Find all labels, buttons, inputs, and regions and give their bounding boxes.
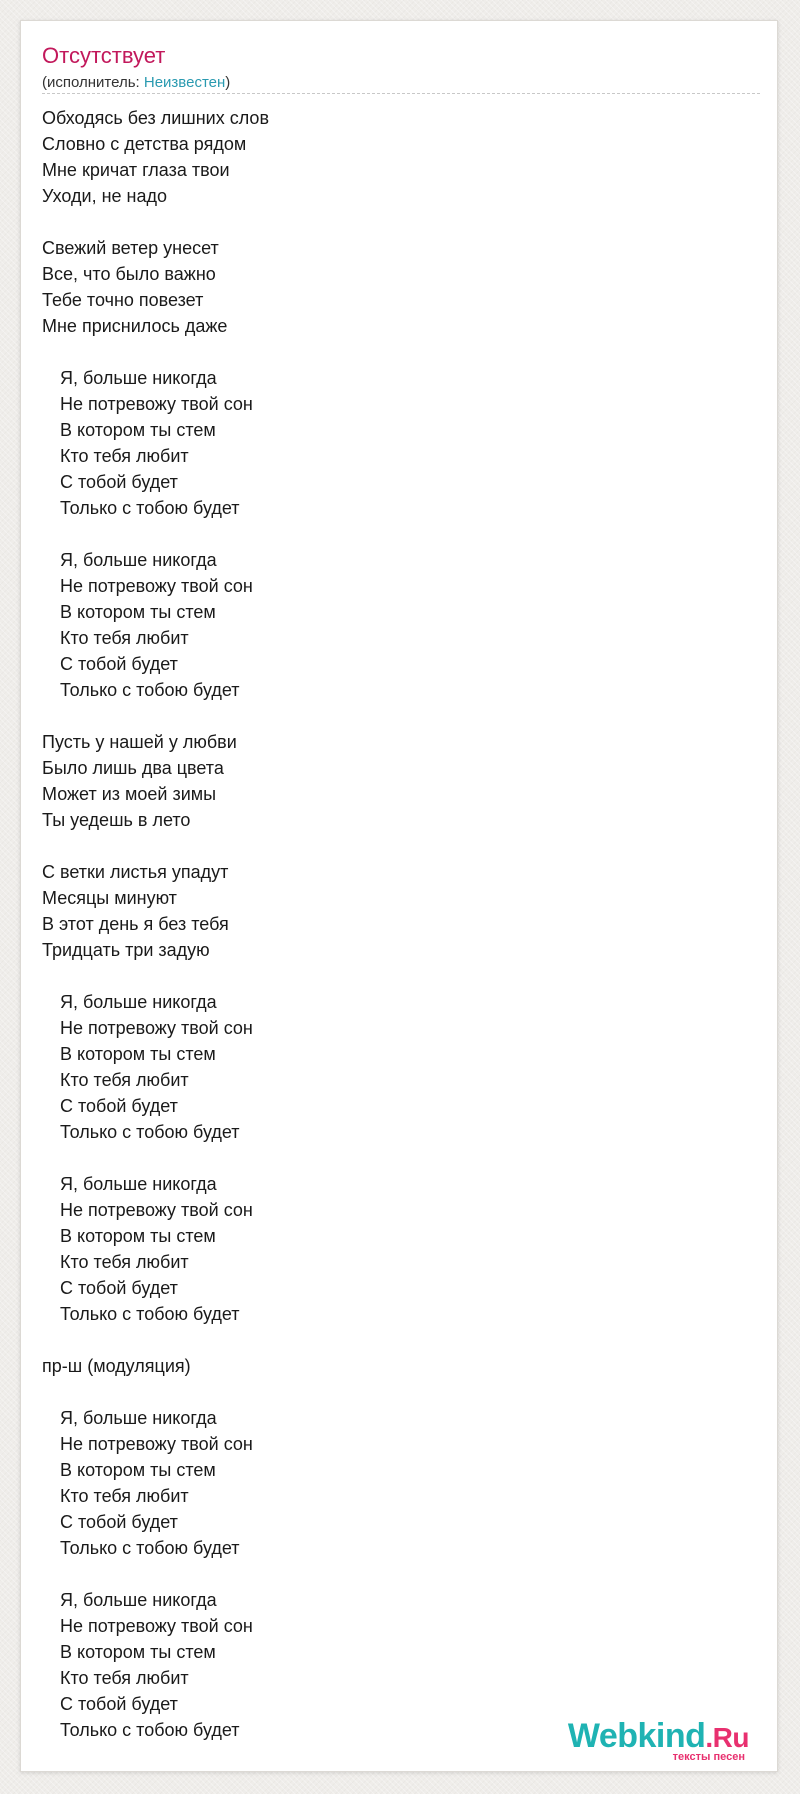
lyrics-line: Я, больше никогда (60, 550, 217, 570)
logo-tld: .Ru (705, 1722, 749, 1753)
lyrics-line: Мне приснилось даже (42, 316, 228, 336)
lyrics-stanza (42, 235, 760, 339)
lyrics-stanza (42, 547, 760, 703)
lyrics-line: С тобой будет (60, 1278, 178, 1298)
lyrics-line: Только с тобою будет (60, 1538, 240, 1558)
lyrics-line: Только с тобою будет (60, 1304, 240, 1324)
logo-wordmark (568, 1719, 749, 1753)
lyrics-line: Не потревожу твой сон (60, 1434, 253, 1454)
lyrics-line: Тридцать три задую (42, 940, 210, 960)
lyrics-line: Кто тебя любит (60, 446, 189, 466)
title-divider (42, 93, 760, 94)
lyrics-line: В котором ты стем (60, 602, 216, 622)
lyrics-line: Может из моей зимы (42, 784, 217, 804)
lyrics-line: Я, больше никогда (60, 368, 217, 388)
lyrics-line: Не потревожу твой сон (60, 1616, 253, 1636)
lyrics-line: В этот день я без тебя (42, 914, 229, 934)
lyrics-line: Не потревожу твой сон (60, 1018, 253, 1038)
lyrics-line: Я, больше никогда (60, 992, 217, 1012)
lyrics-line: Мне кричат глаза твои (42, 160, 230, 180)
lyrics-line: Кто тебя любит (60, 1252, 189, 1272)
lyrics-stanza (42, 105, 760, 209)
lyrics-stanza (42, 859, 760, 963)
lyrics-line: В котором ты стем (60, 1642, 216, 1662)
artist-line (42, 74, 230, 92)
lyrics-line: Кто тебя любит (60, 628, 189, 648)
lyrics-line: Словно с детства рядом (42, 134, 247, 154)
lyrics-line: Только с тобою будет (60, 1122, 240, 1142)
site-logo[interactable] (568, 1719, 749, 1763)
lyrics-line: Месяцы минуют (42, 888, 177, 908)
lyrics-line: Только с тобою будет (60, 1720, 240, 1740)
lyrics-line: Я, больше никогда (60, 1590, 217, 1610)
lyrics-line: Пусть у нашей у любви (42, 732, 237, 752)
logo-main-text: Webkind (567, 1717, 706, 1755)
lyrics-card (20, 20, 778, 1772)
lyrics-line: С тобой будет (60, 654, 178, 674)
artist-link[interactable]: Неизвестен (143, 74, 226, 91)
artist-prefix: (исполнитель: (42, 74, 144, 91)
lyrics-line: пр-ш (модуляция) (42, 1356, 191, 1376)
lyrics-line: С тобой будет (60, 472, 178, 492)
lyrics-stanza (42, 1405, 760, 1561)
lyrics-line: Обходясь без лишних слов (42, 108, 270, 128)
lyrics-line: Было лишь два цвета (42, 758, 224, 778)
lyrics-line: Не потревожу твой сон (60, 576, 253, 596)
lyrics-line: Кто тебя любит (60, 1486, 189, 1506)
lyrics-line: С ветки листья упадут (42, 862, 229, 882)
lyrics-line: В котором ты стем (60, 1226, 216, 1246)
lyrics-body (42, 105, 760, 1769)
lyrics-stanza (42, 1171, 760, 1327)
lyrics-line: С тобой будет (60, 1512, 178, 1532)
lyrics-line: Только с тобою будет (60, 498, 240, 518)
lyrics-line: Свежий ветер унесет (42, 238, 219, 258)
lyrics-line: Не потревожу твой сон (60, 394, 253, 414)
song-title: Отсутствует (42, 43, 166, 68)
lyrics-line: Только с тобою будет (60, 680, 240, 700)
lyrics-line: В котором ты стем (60, 1460, 216, 1480)
lyrics-line: Тебе точно повезет (42, 290, 204, 310)
lyrics-line: С тобой будет (60, 1096, 178, 1116)
lyrics-line: Ты уедешь в лето (42, 810, 191, 830)
lyrics-line: Не потревожу твой сон (60, 1200, 253, 1220)
lyrics-line: В котором ты стем (60, 1044, 216, 1064)
artist-suffix: ) (225, 74, 231, 91)
lyrics-stanza (42, 365, 760, 521)
lyrics-line: Кто тебя любит (60, 1668, 189, 1688)
lyrics-line: Все, что было важно (42, 264, 216, 284)
lyrics-line: Я, больше никогда (60, 1174, 217, 1194)
lyrics-stanza (42, 1353, 760, 1379)
lyrics-line: Кто тебя любит (60, 1070, 189, 1090)
lyrics-stanza (42, 729, 760, 833)
lyrics-line: Уходи, не надо (42, 186, 168, 206)
lyrics-stanza (42, 989, 760, 1145)
lyrics-line: В котором ты стем (60, 420, 216, 440)
logo-tagline: тексты песен (672, 1751, 745, 1763)
lyrics-line: С тобой будет (60, 1694, 178, 1714)
lyrics-line: Я, больше никогда (60, 1408, 217, 1428)
